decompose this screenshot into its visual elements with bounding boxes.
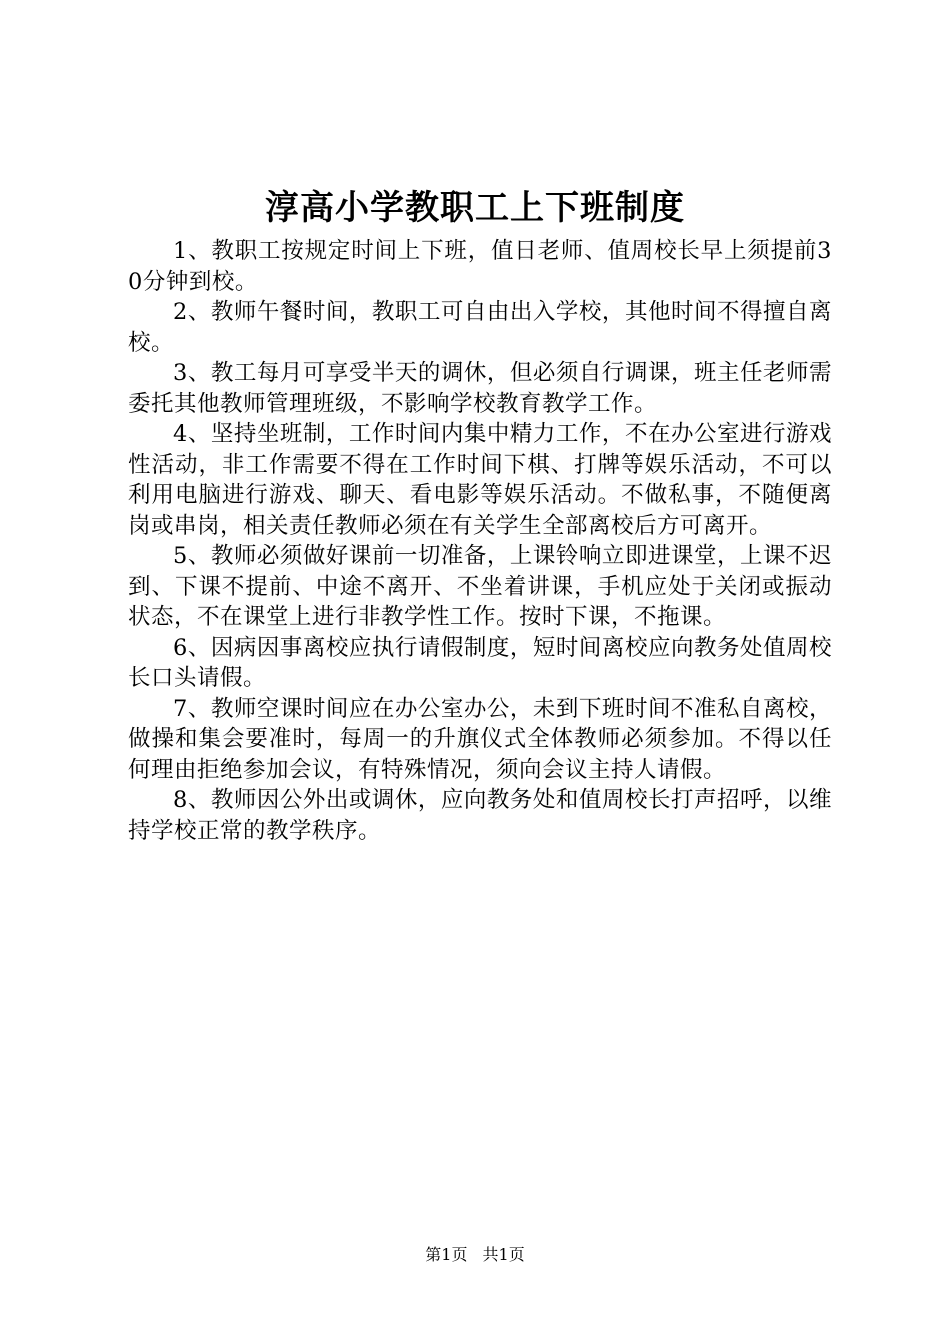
page-number-current: 第1页 (425, 1245, 468, 1264)
paragraph-5: 5、教师必须做好课前一切准备，上课铃响立即进课堂，上课不迟到、下课不提前、中途不离开、不坐着讲课，手机应处于关闭或振动状态，不在课堂上进行非教学性工作。按时下课，不拖课。 (128, 543, 832, 630)
paragraph-1: 1、教职工按规定时间上下班，值日老师、值周校长早上须提前30分钟到校。 (128, 238, 832, 295)
page-footer (0, 1243, 950, 1267)
document-body (128, 236, 832, 846)
page-number-total: 共1页 (482, 1245, 525, 1264)
paragraph-2: 2、教师午餐时间，教职工可自由出入学校，其他时间不得擅自离校。 (128, 299, 832, 356)
document-title: 淳高小学教职工上下班制度 (265, 188, 685, 228)
paragraph-3: 3、教工每月可享受半天的调休，但必须自行调课，班主任老师需委托其他教师管理班级，不影响学校教育教学工作。 (128, 360, 832, 417)
paragraph-6: 6、因病因事离校应执行请假制度，短时间离校应向教务处值周校长口头请假。 (128, 634, 832, 691)
paragraph-8: 8、教师因公外出或调休，应向教务处和值周校长打声招呼，以维持学校正常的教学秩序。 (128, 787, 832, 844)
paragraph-7: 7、教师空课时间应在办公室办公，未到下班时间不准私自离校，做操和集会要准时，每周一的升旗仪式全体教师必须参加。不得以任何理由拒绝参加会议，有特殊情况，须向会议主持人请假。 (128, 695, 832, 783)
paragraph-4: 4、坚持坐班制，工作时间内集中精力工作，不在办公室进行游戏性活动，非工作需要不得在工作时间下棋、打牌等娱乐活动，不可以利用电脑进行游戏、聊天、看电影等娱乐活动。不做私事，不随便离岗或串岗，相关责任教师必须在有关学生全部离校后方可离开。 (128, 421, 832, 539)
